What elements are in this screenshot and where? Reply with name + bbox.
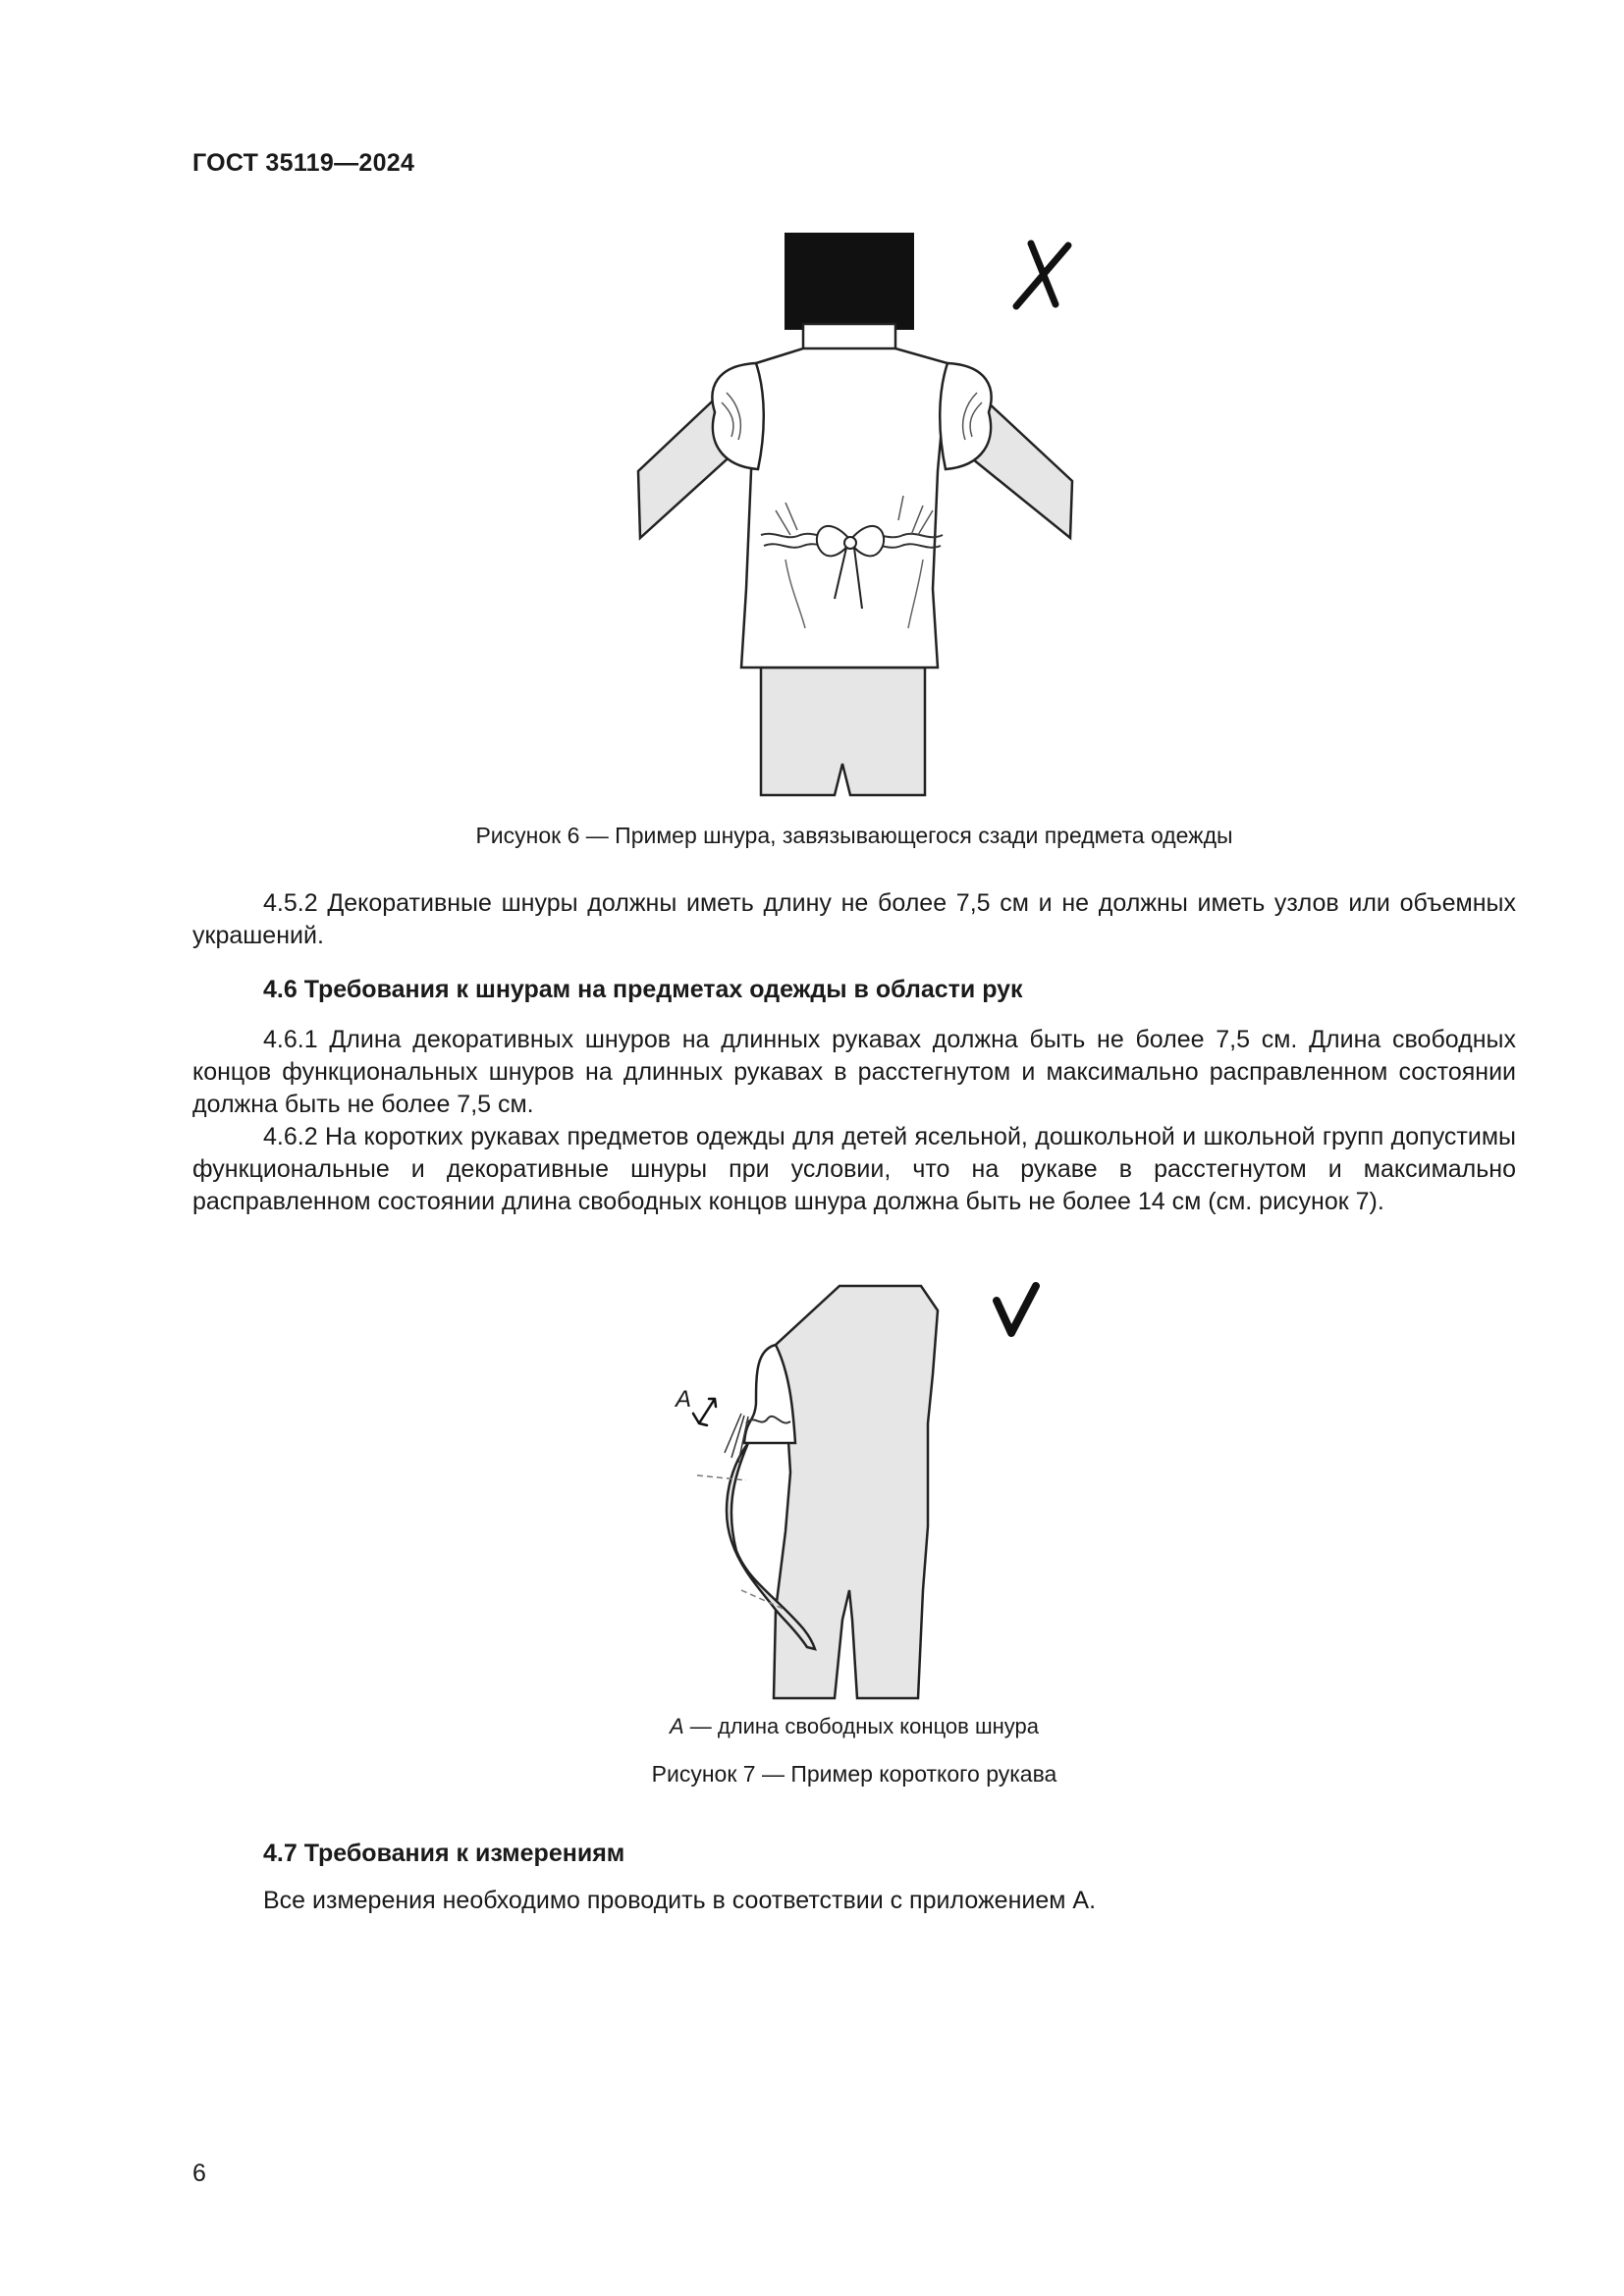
document-header: ГОСТ 35119—2024: [192, 149, 415, 177]
figure-6-caption: Рисунок 6 — Пример шнура, завязывающегося сзади предмета одежды: [475, 823, 1233, 848]
figure-7-arrow-a: [693, 1399, 716, 1425]
figure-7-legend: [192, 1714, 1516, 1739]
figure-7-legend-text: — длина свободных концов шнура: [683, 1714, 1039, 1738]
figure-7-label-a: A: [676, 1386, 692, 1413]
clause-4-5-2-text: 4.5.2 Декоративные шнуры должны иметь длину не более 7,5 см и не должны иметь узлов или объемных украшений.: [192, 889, 1516, 949]
clause-4-6-1: 4.6.1 Длина декоративных шнуров на длинных рукавах должна быть не более 7,5 см. Длина свободных концов функциональных шнуров на длинных рукавах в расстегнутом и максимально расправленном состоянии должна быть не более 7,5 см.: [192, 1026, 1516, 1118]
figure-7-check-mark: [997, 1286, 1036, 1333]
section-4-7-text: Все измерения необходимо проводить в соответствии с приложением А.: [263, 1887, 1097, 1914]
page-number: 6: [192, 2160, 206, 2187]
figure-7-caption: Рисунок 7 — Пример короткого рукава: [651, 1761, 1057, 1787]
section-4-6-title: 4.6 Требования к шнурам на предметах одежды в области рук: [263, 976, 1023, 1003]
section-4-7-title: 4.7 Требования к измерениям: [263, 1840, 625, 1867]
clause-4-6-2: 4.6.2 На коротких рукавах предметов одежды для детей ясельной, дошкольной и школьной групп допустимы функциональные и декоративные шнуры при условии, что на рукаве в расстегнутом и максимально расправленном состоянии длина свободных концов шнура должна быть не более 14 см (см. рисунок 7).: [192, 1123, 1516, 1215]
figure-7-legend-symbol: A: [670, 1714, 684, 1738]
